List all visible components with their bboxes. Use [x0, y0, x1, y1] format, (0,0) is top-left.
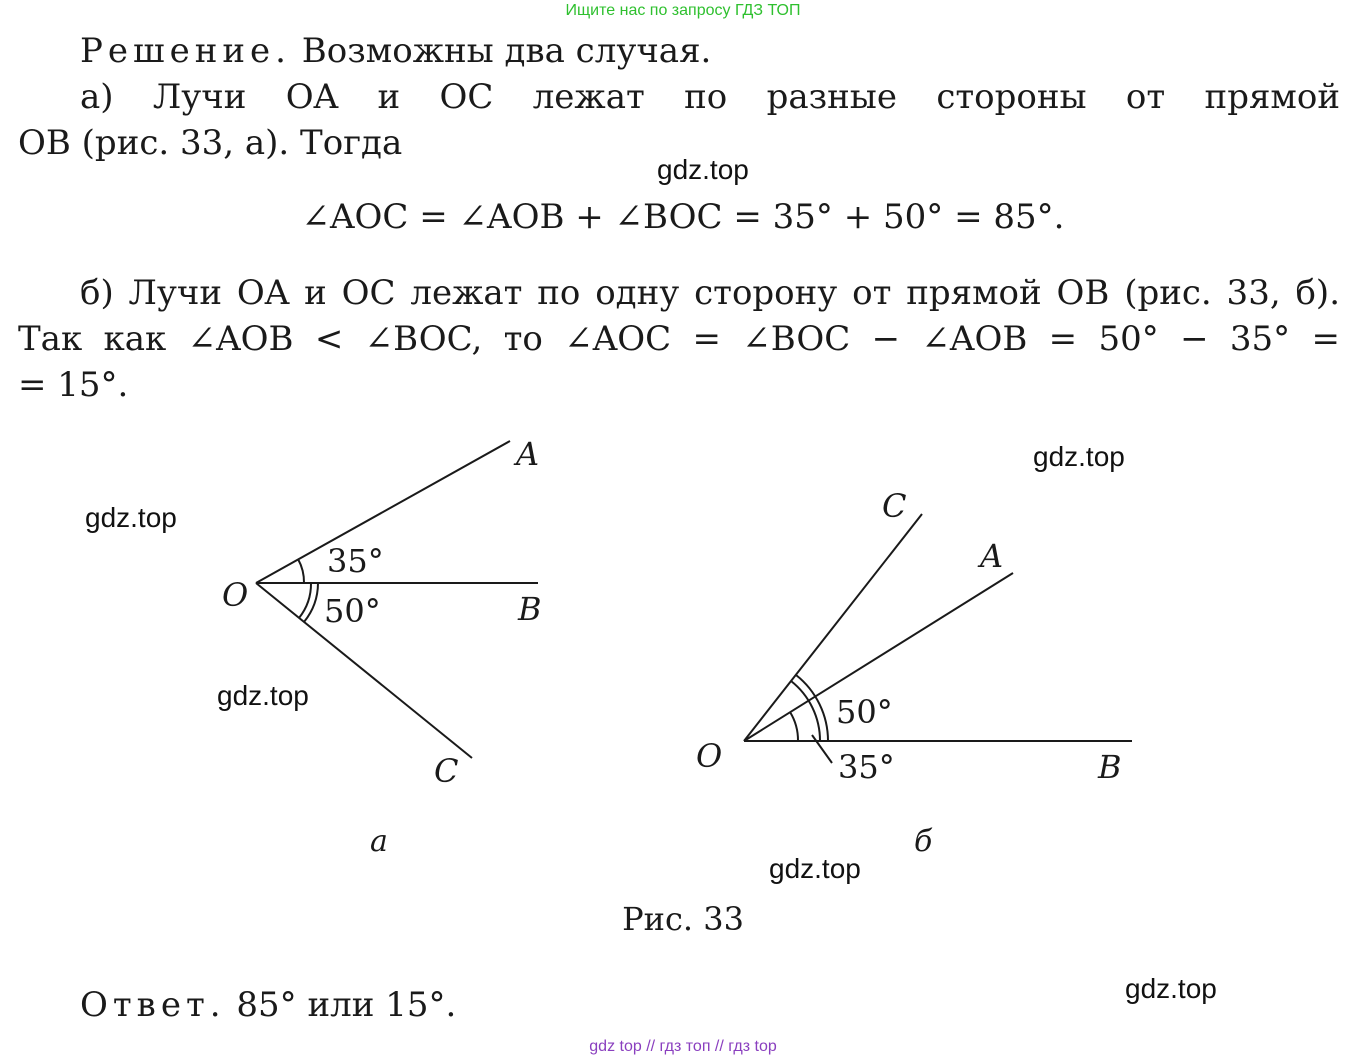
- label-A-a: A: [516, 435, 540, 473]
- subcaption-a: а: [370, 824, 388, 859]
- label-C-b: C: [882, 487, 907, 525]
- watermark: gdz.top: [85, 502, 177, 533]
- arc-35-a: [298, 559, 304, 583]
- subcaption-b: б: [914, 824, 933, 859]
- case-b-line3: = 15°.: [18, 365, 129, 405]
- solution-heading: Решение.: [80, 31, 291, 71]
- case-a-line1: а) Лучи OA и OC лежат по разные стороны от прямой: [80, 77, 1340, 117]
- arc-35-b: [790, 712, 798, 741]
- arc-50-b-1: [791, 681, 820, 741]
- bottom-banner: gdz top // гдз топ // гдз top: [589, 1038, 777, 1055]
- ray-OC-b: [744, 514, 922, 741]
- angle-BOC-a: 50°: [324, 592, 381, 630]
- figure-caption: Рис. 33: [622, 900, 744, 938]
- label-C-a: C: [434, 752, 459, 790]
- solution-intro-line: [80, 28, 711, 74]
- figure-33: [0, 420, 1366, 870]
- pointer-35-b: [812, 735, 832, 763]
- watermark: gdz.top: [1125, 973, 1217, 1004]
- label-O-b: O: [696, 737, 723, 775]
- figure-a: [256, 441, 538, 758]
- formula-sum: ∠AOC = ∠AOB + ∠BOC = 35° + 50° = 85°.: [301, 197, 1065, 237]
- case-a-line2: OB (рис. 33, а). Тогда: [18, 123, 403, 163]
- label-B-a: B: [518, 590, 542, 628]
- case-b-line1: б) Лучи OA и OC лежат по одну сторону от прямой OB (рис. 33, б).: [80, 273, 1340, 313]
- figure-b: [744, 514, 1132, 763]
- answer-text: 85° или 15°.: [236, 985, 457, 1025]
- watermark: gdz.top: [1033, 441, 1125, 472]
- label-O-a: O: [222, 576, 249, 614]
- watermark: gdz.top: [769, 853, 861, 884]
- solution-intro: Возможны два случая.: [301, 31, 712, 71]
- answer-heading: Ответ.: [80, 985, 226, 1025]
- label-A-b: A: [980, 537, 1004, 575]
- label-B-b: B: [1098, 748, 1122, 786]
- top-banner: Ищите нас по запросу ГДЗ ТОП: [565, 2, 801, 19]
- angle-AOB-b: 35°: [838, 748, 895, 786]
- case-b-line2: Так как ∠AOB < ∠BOC, то ∠AOC = ∠BOC − ∠AOB = 50° − 35° =: [18, 319, 1340, 359]
- angle-AOB-a: 35°: [327, 542, 384, 580]
- answer-line: [80, 982, 456, 1028]
- watermark: gdz.top: [217, 680, 309, 711]
- angle-BOC-b: 50°: [836, 693, 893, 731]
- watermark: gdz.top: [657, 154, 749, 185]
